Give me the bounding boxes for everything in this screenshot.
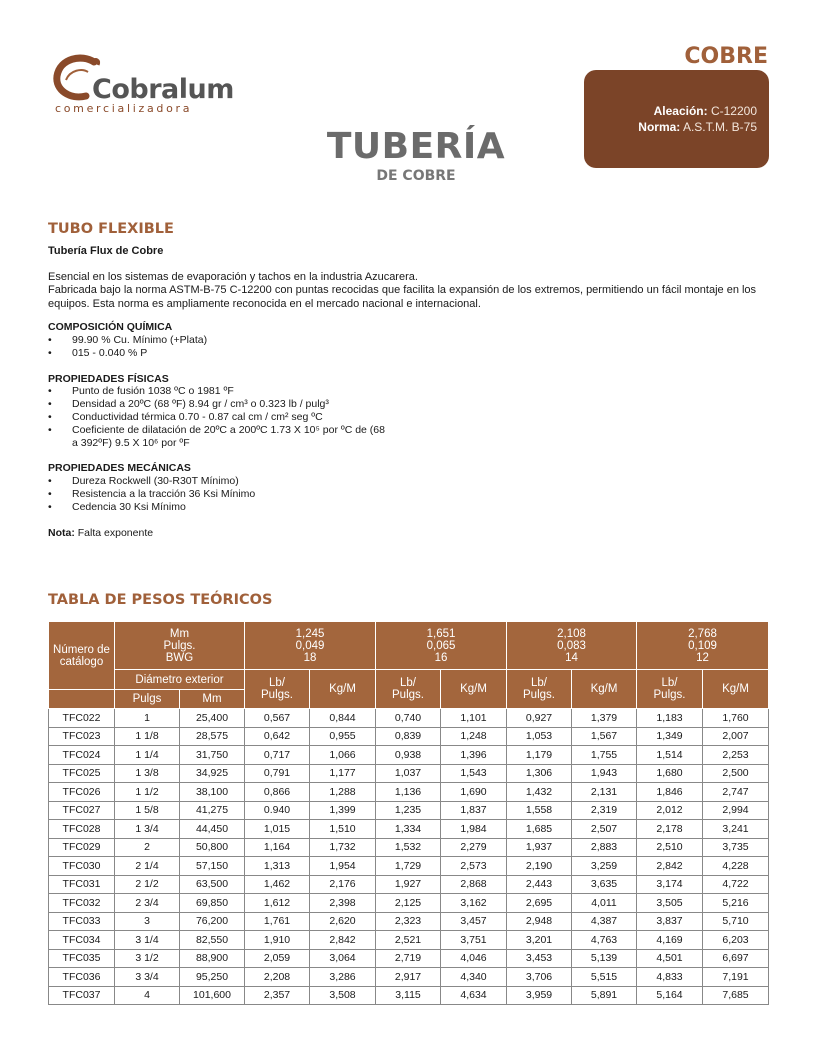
table-cell: 1,984 bbox=[441, 820, 507, 839]
chem-list bbox=[48, 334, 448, 360]
table-cell: 0,740 bbox=[376, 709, 441, 728]
table-cell: 50,800 bbox=[180, 838, 245, 857]
category-label: COBRE bbox=[684, 44, 768, 69]
table-cell: TFC032 bbox=[49, 894, 115, 913]
table-cell: 3,635 bbox=[572, 875, 637, 894]
table-cell: 31,750 bbox=[180, 746, 245, 765]
table-cell: 2 3/4 bbox=[115, 894, 180, 913]
table-cell: 1,937 bbox=[507, 838, 572, 857]
table-cell: TFC028 bbox=[49, 820, 115, 839]
table-cell: 0.940 bbox=[245, 801, 310, 820]
table-cell: 1 1/4 bbox=[115, 746, 180, 765]
table-cell: 3,751 bbox=[441, 931, 507, 950]
table-cell: 0,955 bbox=[310, 727, 376, 746]
table-cell: 1,532 bbox=[376, 838, 441, 857]
page-title: TUBERÍA bbox=[326, 126, 506, 167]
table-cell: 1,306 bbox=[507, 764, 572, 783]
table-cell: 1,943 bbox=[572, 764, 637, 783]
table-cell: 0,866 bbox=[245, 783, 310, 802]
table-cell: 1,399 bbox=[310, 801, 376, 820]
table-cell: 4,011 bbox=[572, 894, 637, 913]
table-cell: 1,760 bbox=[703, 709, 769, 728]
mech-label: PROPIEDADES MECÁNICAS bbox=[48, 462, 191, 474]
table-cell: 3 bbox=[115, 912, 180, 931]
table-cell: 1,954 bbox=[310, 857, 376, 876]
list-item: • Conductividad térmica 0.70 - 0.87 cal cm / cm² seg ºC bbox=[48, 411, 388, 424]
table-cell: 2,521 bbox=[376, 931, 441, 950]
kg-header: Kg/M bbox=[310, 670, 376, 709]
table-cell: 3,837 bbox=[637, 912, 703, 931]
note-label: Nota: bbox=[48, 527, 75, 539]
table-cell: 1,846 bbox=[637, 783, 703, 802]
phys-label: PROPIEDADES FÍSICAS bbox=[48, 373, 169, 385]
table-cell: 1,685 bbox=[507, 820, 572, 839]
table-cell: 1,396 bbox=[441, 746, 507, 765]
gauge-header: 1,245 0,049 18 bbox=[245, 622, 376, 670]
list-item: • 99.90 % Cu. Mínimo (+Plata) bbox=[48, 334, 448, 347]
norm-value: A.S.T.M. B-75 bbox=[682, 120, 757, 134]
table-cell: 3,286 bbox=[310, 968, 376, 987]
table-cell: TFC031 bbox=[49, 875, 115, 894]
table-cell: 34,925 bbox=[180, 764, 245, 783]
company-logo bbox=[52, 52, 234, 122]
table-cell: 1,288 bbox=[310, 783, 376, 802]
pulgs-header: Pulgs bbox=[115, 690, 180, 709]
table-cell: 3 1/4 bbox=[115, 931, 180, 950]
lb-header: Lb/ Pulgs. bbox=[376, 670, 441, 709]
gauge-header: 1,651 0,065 16 bbox=[376, 622, 507, 670]
table-cell: 0,567 bbox=[245, 709, 310, 728]
table-cell: 2,917 bbox=[376, 968, 441, 987]
table-cell: 3 1/2 bbox=[115, 949, 180, 968]
table-cell: 2,868 bbox=[441, 875, 507, 894]
list-item: • Resistencia a la tracción 36 Ksi Mínimo bbox=[48, 488, 448, 501]
table-cell: 3,457 bbox=[441, 912, 507, 931]
table-cell: 2,510 bbox=[637, 838, 703, 857]
table-cell: 2 bbox=[115, 838, 180, 857]
gauge-header: 2,768 0,109 12 bbox=[637, 622, 769, 670]
table-cell: 1,514 bbox=[637, 746, 703, 765]
table-cell: 4,387 bbox=[572, 912, 637, 931]
table-cell: 0,642 bbox=[245, 727, 310, 746]
table-row bbox=[49, 875, 769, 894]
table-cell: 2,007 bbox=[703, 727, 769, 746]
table-cell: 5,164 bbox=[637, 986, 703, 1005]
table-row bbox=[49, 746, 769, 765]
table-row bbox=[49, 764, 769, 783]
table-cell: 1,379 bbox=[572, 709, 637, 728]
table-cell: 0,927 bbox=[507, 709, 572, 728]
table-cell: 1,755 bbox=[572, 746, 637, 765]
table-cell: 4 bbox=[115, 986, 180, 1005]
table-cell: 5,891 bbox=[572, 986, 637, 1005]
kg-header: Kg/M bbox=[441, 670, 507, 709]
diameter-header: Diámetro exterior bbox=[115, 670, 245, 690]
table-cell: 82,550 bbox=[180, 931, 245, 950]
table-row bbox=[49, 709, 769, 728]
table-cell: 44,450 bbox=[180, 820, 245, 839]
table-cell: 2,319 bbox=[572, 801, 637, 820]
table-cell: 1,910 bbox=[245, 931, 310, 950]
phys-list bbox=[48, 385, 388, 450]
table-cell: 3,241 bbox=[703, 820, 769, 839]
table-cell: 69,850 bbox=[180, 894, 245, 913]
note-text: Falta exponente bbox=[77, 527, 154, 539]
table-cell: 4,046 bbox=[441, 949, 507, 968]
table-cell: TFC029 bbox=[49, 838, 115, 857]
table-cell: 4,763 bbox=[572, 931, 637, 950]
table-cell: 2,131 bbox=[572, 783, 637, 802]
table-cell: 2,012 bbox=[637, 801, 703, 820]
alloy-value: C-12200 bbox=[710, 104, 757, 118]
table-cell: 1 1/2 bbox=[115, 783, 180, 802]
table-cell: 4,722 bbox=[703, 875, 769, 894]
table-cell: 1,543 bbox=[441, 764, 507, 783]
table-cell: 7,191 bbox=[703, 968, 769, 987]
table-cell: 3,115 bbox=[376, 986, 441, 1005]
list-item: • Coeficiente de dilatación de 20ºC a 200ºC 1.73 X 10⁵ por ºC de (68 a 392ºF) 9.5 X 10⁶ por ºF bbox=[48, 424, 388, 450]
table-cell: 101,600 bbox=[180, 986, 245, 1005]
alloy-line bbox=[654, 104, 757, 118]
table-row bbox=[49, 986, 769, 1005]
chem-label: COMPOSICIÓN QUÍMICA bbox=[48, 321, 173, 333]
table-cell: 1 5/8 bbox=[115, 801, 180, 820]
table-cell: TFC036 bbox=[49, 968, 115, 987]
mm-header: Mm bbox=[180, 690, 245, 709]
kg-header: Kg/M bbox=[572, 670, 637, 709]
table-cell: 1,732 bbox=[310, 838, 376, 857]
lb-header: Lb/ Pulgs. bbox=[637, 670, 703, 709]
lb-header: Lb/ Pulgs. bbox=[507, 670, 572, 709]
table-cell: 2,500 bbox=[703, 764, 769, 783]
table-cell: 1,183 bbox=[637, 709, 703, 728]
table-cell: 2 1/2 bbox=[115, 875, 180, 894]
table-cell: 5,515 bbox=[572, 968, 637, 987]
intro-paragraph-1: Esencial en los sistemas de evaporación y tachos en la industria Azucarera. bbox=[48, 271, 418, 283]
table-cell: 1,015 bbox=[245, 820, 310, 839]
table-cell: 57,150 bbox=[180, 857, 245, 876]
table-cell: TFC027 bbox=[49, 801, 115, 820]
table-cell: 6,697 bbox=[703, 949, 769, 968]
table-cell: 4,340 bbox=[441, 968, 507, 987]
section-heading-tubo-flexible: TUBO FLEXIBLE bbox=[48, 221, 174, 237]
table-row bbox=[49, 949, 769, 968]
table-cell: 1,053 bbox=[507, 727, 572, 746]
table-cell: TFC030 bbox=[49, 857, 115, 876]
catalog-header-blank bbox=[49, 690, 115, 709]
mech-list bbox=[48, 475, 448, 514]
table-cell: 2,190 bbox=[507, 857, 572, 876]
norm-label: Norma: bbox=[638, 120, 681, 134]
table-cell: 1,510 bbox=[310, 820, 376, 839]
table-cell: TFC026 bbox=[49, 783, 115, 802]
table-cell: TFC034 bbox=[49, 931, 115, 950]
table-cell: 2,573 bbox=[441, 857, 507, 876]
table-cell: 0,791 bbox=[245, 764, 310, 783]
logo-wordmark: Cobralum bbox=[92, 74, 234, 105]
product-subtitle: Tubería Flux de Cobre bbox=[48, 245, 164, 257]
table-cell: 2,125 bbox=[376, 894, 441, 913]
table-cell: 3 3/4 bbox=[115, 968, 180, 987]
table-cell: 2,883 bbox=[572, 838, 637, 857]
catalog-header: Número de catálogo bbox=[49, 622, 115, 690]
gauge-header: 2,108 0,083 14 bbox=[507, 622, 637, 670]
table-cell: 76,200 bbox=[180, 912, 245, 931]
table-cell: 2,059 bbox=[245, 949, 310, 968]
table-cell: 3,706 bbox=[507, 968, 572, 987]
table-row bbox=[49, 727, 769, 746]
table-cell: 4,228 bbox=[703, 857, 769, 876]
table-cell: 3,453 bbox=[507, 949, 572, 968]
table-cell: 5,710 bbox=[703, 912, 769, 931]
kg-header: Kg/M bbox=[703, 670, 769, 709]
table-cell: 2,357 bbox=[245, 986, 310, 1005]
table-cell: 25,400 bbox=[180, 709, 245, 728]
table-row bbox=[49, 912, 769, 931]
table-cell: 2,842 bbox=[637, 857, 703, 876]
logo-tagline: comercializadora bbox=[55, 102, 193, 115]
table-cell: 1,066 bbox=[310, 746, 376, 765]
table-row bbox=[49, 931, 769, 950]
table-cell: 3,259 bbox=[572, 857, 637, 876]
table-cell: 28,575 bbox=[180, 727, 245, 746]
table-cell: 4,169 bbox=[637, 931, 703, 950]
table-cell: 1,680 bbox=[637, 764, 703, 783]
table-cell: 0,839 bbox=[376, 727, 441, 746]
table-cell: 1,136 bbox=[376, 783, 441, 802]
list-item: • Densidad a 20ºC (68 ºF) 8.94 gr / cm³ o 0.323 lb / pulg³ bbox=[48, 398, 388, 411]
table-cell: TFC033 bbox=[49, 912, 115, 931]
table-row bbox=[49, 838, 769, 857]
note bbox=[48, 527, 153, 539]
table-cell: 2,948 bbox=[507, 912, 572, 931]
table-cell: 1,235 bbox=[376, 801, 441, 820]
table-cell: 1,558 bbox=[507, 801, 572, 820]
table-body bbox=[49, 709, 769, 1005]
list-item: • Dureza Rockwell (30-R30T Mínimo) bbox=[48, 475, 448, 488]
table-cell: 4,833 bbox=[637, 968, 703, 987]
table-cell: 41,275 bbox=[180, 801, 245, 820]
table-cell: 63,500 bbox=[180, 875, 245, 894]
table-cell: 2,208 bbox=[245, 968, 310, 987]
table-cell: 0,717 bbox=[245, 746, 310, 765]
table-cell: 1,101 bbox=[441, 709, 507, 728]
table-cell: 38,100 bbox=[180, 783, 245, 802]
table-cell: 1,612 bbox=[245, 894, 310, 913]
table-row bbox=[49, 968, 769, 987]
table-cell: 2,279 bbox=[441, 838, 507, 857]
alloy-label: Aleación: bbox=[653, 104, 708, 118]
table-cell: 2,323 bbox=[376, 912, 441, 931]
table-cell: 3,201 bbox=[507, 931, 572, 950]
table-cell: 4,634 bbox=[441, 986, 507, 1005]
table-cell: 3,959 bbox=[507, 986, 572, 1005]
table-cell: TFC024 bbox=[49, 746, 115, 765]
table-cell: 2,620 bbox=[310, 912, 376, 931]
list-item: • Punto de fusión 1038 ºC o 1981 ºF bbox=[48, 385, 388, 398]
table-cell: 2,747 bbox=[703, 783, 769, 802]
table-cell: 2,253 bbox=[703, 746, 769, 765]
table-cell: 1,927 bbox=[376, 875, 441, 894]
weights-table bbox=[48, 621, 769, 1005]
table-cell: 2,176 bbox=[310, 875, 376, 894]
table-cell: 0,844 bbox=[310, 709, 376, 728]
table-row bbox=[49, 820, 769, 839]
table-cell: 1,037 bbox=[376, 764, 441, 783]
table-cell: 3,162 bbox=[441, 894, 507, 913]
table-cell: 7,685 bbox=[703, 986, 769, 1005]
table-row bbox=[49, 857, 769, 876]
table-row bbox=[49, 801, 769, 820]
table-cell: 2 1/4 bbox=[115, 857, 180, 876]
table-cell: 2,719 bbox=[376, 949, 441, 968]
table-cell: 2,178 bbox=[637, 820, 703, 839]
table-cell: 3,508 bbox=[310, 986, 376, 1005]
table-cell: 1,349 bbox=[637, 727, 703, 746]
table-cell: 1 3/4 bbox=[115, 820, 180, 839]
table-cell: 1,164 bbox=[245, 838, 310, 857]
intro-paragraph-2: Fabricada bajo la norma ASTM-B-75 C-12200 con puntas recocidas que facilita la expansión de los extremos, permitiendo un fácil montaje en los equipos. Esta norma es ampliamente reconocida en el mercado nacional e internacional. bbox=[48, 284, 757, 310]
table-cell: 5,139 bbox=[572, 949, 637, 968]
list-item: • Cedencia 30 Ksi Mínimo bbox=[48, 501, 448, 514]
table-cell: 1,179 bbox=[507, 746, 572, 765]
table-cell: TFC037 bbox=[49, 986, 115, 1005]
table-cell: 1,334 bbox=[376, 820, 441, 839]
table-cell: 5,216 bbox=[703, 894, 769, 913]
table-cell: 1,432 bbox=[507, 783, 572, 802]
lb-header: Lb/ Pulgs. bbox=[245, 670, 310, 709]
table-cell: TFC022 bbox=[49, 709, 115, 728]
table-cell: 2,994 bbox=[703, 801, 769, 820]
table-cell: 0,938 bbox=[376, 746, 441, 765]
table-cell: 2,507 bbox=[572, 820, 637, 839]
table-cell: 1 bbox=[115, 709, 180, 728]
units-header: Mm Pulgs. BWG bbox=[115, 622, 245, 670]
table-heading: TABLA DE PESOS TEÓRICOS bbox=[48, 592, 273, 608]
table-cell: 1 1/8 bbox=[115, 727, 180, 746]
table-cell: 1,567 bbox=[572, 727, 637, 746]
table-cell: 88,900 bbox=[180, 949, 245, 968]
table-cell: 95,250 bbox=[180, 968, 245, 987]
table-cell: 1,177 bbox=[310, 764, 376, 783]
table-cell: 1,729 bbox=[376, 857, 441, 876]
table-cell: TFC025 bbox=[49, 764, 115, 783]
table-cell: 1,313 bbox=[245, 857, 310, 876]
table-cell: 6,203 bbox=[703, 931, 769, 950]
table-cell: 1,462 bbox=[245, 875, 310, 894]
table-cell: TFC023 bbox=[49, 727, 115, 746]
table-cell: 2,695 bbox=[507, 894, 572, 913]
table-cell: 3,174 bbox=[637, 875, 703, 894]
table-row bbox=[49, 783, 769, 802]
list-item: • 015 - 0.040 % P bbox=[48, 347, 448, 360]
table-cell: 2,842 bbox=[310, 931, 376, 950]
page-subtitle: DE COBRE bbox=[376, 168, 456, 184]
table-cell: 3,064 bbox=[310, 949, 376, 968]
table-cell: 1,761 bbox=[245, 912, 310, 931]
table-cell: 2,443 bbox=[507, 875, 572, 894]
table-cell: 3,735 bbox=[703, 838, 769, 857]
table-cell: TFC035 bbox=[49, 949, 115, 968]
table-row bbox=[49, 894, 769, 913]
table-cell: 1 3/8 bbox=[115, 764, 180, 783]
table-cell: 1,248 bbox=[441, 727, 507, 746]
table-cell: 4,501 bbox=[637, 949, 703, 968]
table-cell: 1,837 bbox=[441, 801, 507, 820]
table-cell: 1,690 bbox=[441, 783, 507, 802]
table-cell: 3,505 bbox=[637, 894, 703, 913]
table-cell: 2,398 bbox=[310, 894, 376, 913]
